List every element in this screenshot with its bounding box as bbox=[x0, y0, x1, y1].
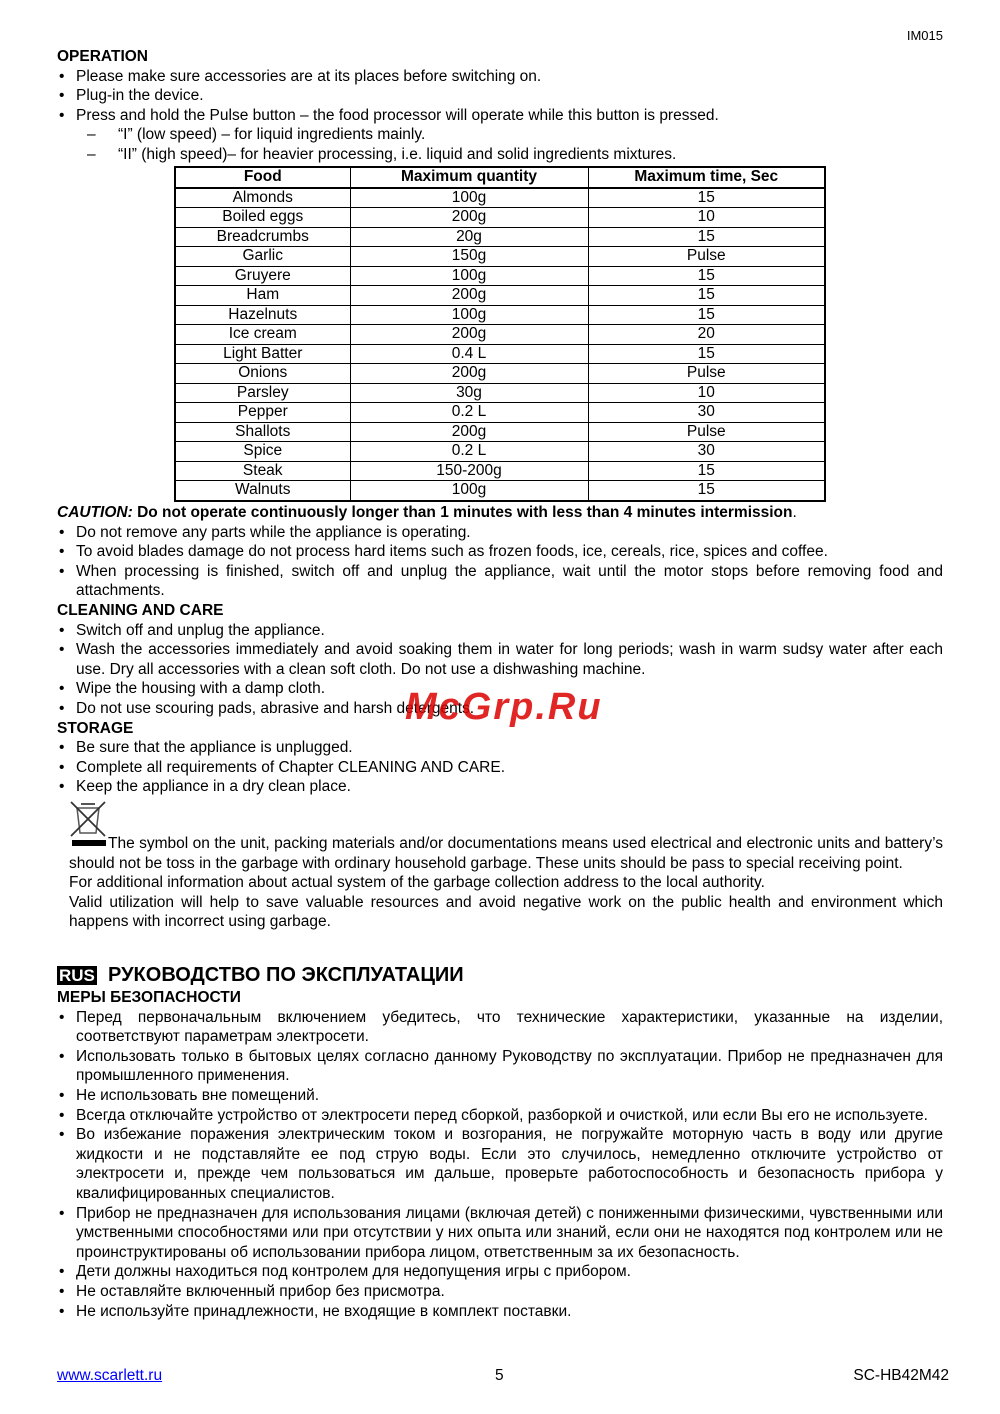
table-cell: Garlic bbox=[175, 247, 350, 267]
table-cell: 150g bbox=[350, 247, 588, 267]
food-table bbox=[174, 166, 826, 502]
table-row bbox=[175, 364, 825, 384]
table-cell: 0.2 L bbox=[350, 442, 588, 462]
list-item: • Wipe the housing with a damp cloth. bbox=[57, 679, 943, 699]
table-cell: Onions bbox=[175, 364, 350, 384]
table-cell: 30 bbox=[588, 403, 825, 423]
rus-section bbox=[57, 963, 943, 1321]
list-item: • Do not use scouring pads, abrasive and harsh detergents. bbox=[57, 699, 943, 719]
table-row bbox=[175, 247, 825, 267]
table-cell: 200g bbox=[350, 422, 588, 442]
table-cell: 20 bbox=[588, 325, 825, 345]
table-cell: Breadcrumbs bbox=[175, 227, 350, 247]
list-item: • When processing is finished, switch off and unplug the appliance, wait until the motor stops before removing food and attachments. bbox=[57, 562, 943, 601]
operation-title: OPERATION bbox=[57, 48, 148, 65]
table-row bbox=[175, 461, 825, 481]
table-cell: Spice bbox=[175, 442, 350, 462]
table-cell: 15 bbox=[588, 286, 825, 306]
table-row bbox=[175, 403, 825, 423]
table-cell: 200g bbox=[350, 325, 588, 345]
operation-section bbox=[57, 47, 943, 165]
table-cell: Boiled eggs bbox=[175, 208, 350, 228]
table-cell: Light Batter bbox=[175, 344, 350, 364]
list-item: • Во избежание поражения электрическим током и возгорания, не погружайте моторную часть в воду или другие жидкости и не подставляйте ее под струю воды. Если это случилось, немедленно отключите устройство от электросети и, прежде чем пользоваться им дальше, проверьте работоспособность и безопасность прибора у квалифицированных специалистов. bbox=[57, 1125, 943, 1203]
table-cell: 100g bbox=[350, 305, 588, 325]
table-cell: 200g bbox=[350, 286, 588, 306]
table-cell: 0.2 L bbox=[350, 403, 588, 423]
table-row bbox=[175, 383, 825, 403]
table-row bbox=[175, 481, 825, 501]
table-cell: Pulse bbox=[588, 247, 825, 267]
disposal-paragraph: Valid utilization will help to save valuable resources and avoid negative work on the public health and environment which happens with incorrect using garbage. bbox=[69, 893, 943, 931]
disposal-section bbox=[57, 834, 943, 932]
list-item: • Не использовать вне помещений. bbox=[57, 1086, 943, 1106]
caution-end: . bbox=[792, 504, 797, 521]
table-cell: 15 bbox=[588, 481, 825, 501]
table-header: Food bbox=[175, 167, 350, 188]
table-cell: 15 bbox=[588, 266, 825, 286]
rus-title: РУКОВОДСТВО ПО ЭКСПЛУАТАЦИИ bbox=[108, 964, 464, 986]
table-cell: 100g bbox=[350, 188, 588, 208]
table-cell: 30 bbox=[588, 442, 825, 462]
table-header: Maximum time, Sec bbox=[588, 167, 825, 188]
table-header: Maximum quantity bbox=[350, 167, 588, 188]
disposal-paragraph: The symbol on the unit, packing materials and/or documentations means used electrical and electronic units and battery’s should not be toss in the garbage with ordinary household garbage. These units should be pass to special receiving point. bbox=[69, 835, 943, 872]
table-cell: 10 bbox=[588, 208, 825, 228]
table-cell: 0.4 L bbox=[350, 344, 588, 364]
table-cell: Ice cream bbox=[175, 325, 350, 345]
sub-list-item: – “II” (high speed)– for heavier processing, i.e. liquid and solid ingredients mixtures. bbox=[57, 145, 943, 165]
watermark: McGrp.Ru bbox=[405, 686, 603, 728]
table-cell: 15 bbox=[588, 305, 825, 325]
table-cell: Steak bbox=[175, 461, 350, 481]
list-item: • Complete all requirements of Chapter CLEANING AND CARE. bbox=[57, 758, 943, 778]
list-item: • Switch off and unplug the appliance. bbox=[57, 621, 943, 641]
table-cell: 150-200g bbox=[350, 461, 588, 481]
table-row bbox=[175, 442, 825, 462]
table-cell: Pepper bbox=[175, 403, 350, 423]
rus-subtitle: МЕРЫ БЕЗОПАСНОСТИ bbox=[57, 989, 241, 1006]
list-item: • Не используйте принадлежности, не входящие в комплект поставки. bbox=[57, 1302, 943, 1322]
table-cell: Shallots bbox=[175, 422, 350, 442]
table-cell: Pulse bbox=[588, 364, 825, 384]
page-number: 5 bbox=[495, 1367, 504, 1384]
list-item: • Wash the accessories immediately and avoid soaking them in water for long periods; wash in warm sudsy water after each use. Dry all accessories with a clean soft cloth. Do not use a dishwashing machine. bbox=[57, 640, 943, 679]
list-item: • Использовать только в бытовых целях согласно данному Руководству по эксплуатации. Прибор не предназначен для промышленного применения. bbox=[57, 1047, 943, 1086]
table-cell: 20g bbox=[350, 227, 588, 247]
table-cell: 30g bbox=[350, 383, 588, 403]
table-cell: Ham bbox=[175, 286, 350, 306]
table-cell: Pulse bbox=[588, 422, 825, 442]
table-cell: 100g bbox=[350, 266, 588, 286]
list-item: • Be sure that the appliance is unplugged. bbox=[57, 738, 943, 758]
table-cell: Almonds bbox=[175, 188, 350, 208]
rus-badge: RUS bbox=[59, 966, 95, 985]
sub-list-item: – “I” (low speed) – for liquid ingredients mainly. bbox=[57, 125, 943, 145]
model-number: SC-HB42M42 bbox=[853, 1367, 949, 1384]
list-item: • Всегда отключайте устройство от электросети перед сборкой, разборкой и очисткой, или если Вы его не используете. bbox=[57, 1106, 943, 1126]
caution-section bbox=[57, 503, 943, 797]
table-cell: 15 bbox=[588, 344, 825, 364]
table-cell: Parsley bbox=[175, 383, 350, 403]
caution-text: Do not operate continuously longer than 1 minutes with less than 4 minutes intermission bbox=[132, 504, 793, 521]
website-link[interactable]: www.scarlett.ru bbox=[57, 1367, 163, 1384]
list-item: • Прибор не предназначен для использования лицами (включая детей) с пониженными физическими, чувственными или умственными способностями или при отсутствии у них опыта или знаний, если они не находятся под контролем или не проинструктированы об использовании прибора лицом, ответственным за их безопасность. bbox=[57, 1204, 943, 1263]
list-item: • Дети должны находиться под контролем для недопущения игры с прибором. bbox=[57, 1262, 943, 1282]
list-item: • Перед первоначальным включением убедитесь, что технические характеристики, указанные на изделии, соответствуют параметрам электросети. bbox=[57, 1008, 943, 1047]
table-row bbox=[175, 208, 825, 228]
table-cell: Hazelnuts bbox=[175, 305, 350, 325]
rus-list bbox=[57, 1008, 943, 1322]
list-item: • Keep the appliance in a dry clean place. bbox=[57, 777, 943, 797]
list-item: • Do not remove any parts while the appliance is operating. bbox=[57, 523, 943, 543]
table-cell: 15 bbox=[588, 188, 825, 208]
table-cell: 200g bbox=[350, 208, 588, 228]
table-row bbox=[175, 286, 825, 306]
table-row bbox=[175, 305, 825, 325]
table-cell: Gruyere bbox=[175, 266, 350, 286]
table-cell: 15 bbox=[588, 461, 825, 481]
storage-title: STORAGE bbox=[57, 719, 134, 737]
caution-label: CAUTION: bbox=[57, 504, 133, 521]
cleaning-title: CLEANING AND CARE bbox=[57, 601, 224, 619]
table-cell: 15 bbox=[588, 227, 825, 247]
list-item: • Не оставляйте включенный прибор без присмотра. bbox=[57, 1282, 943, 1302]
table-cell: 200g bbox=[350, 364, 588, 384]
disposal-paragraph: For additional information about actual system of the garbage collection address to the local authority. bbox=[69, 874, 765, 892]
table-cell: 10 bbox=[588, 383, 825, 403]
list-item: • Press and hold the Pulse button – the food processor will operate while this button is pressed. bbox=[57, 106, 943, 126]
table-row bbox=[175, 227, 825, 247]
doc-code: IM015 bbox=[906, 28, 943, 43]
list-item: • Please make sure accessories are at its places before switching on. bbox=[57, 67, 943, 87]
table-cell: Walnuts bbox=[175, 481, 350, 501]
rus-heading bbox=[57, 963, 943, 988]
caution-line bbox=[57, 503, 943, 523]
table-row bbox=[175, 325, 825, 345]
table-row bbox=[175, 344, 825, 364]
table-row bbox=[175, 422, 825, 442]
list-item: • Plug-in the device. bbox=[57, 86, 943, 106]
table-cell: 100g bbox=[350, 481, 588, 501]
list-item: • To avoid blades damage do not process hard items such as frozen foods, ice, cereals, rice, spices and coffee. bbox=[57, 542, 943, 562]
table-row bbox=[175, 266, 825, 286]
table-row bbox=[175, 188, 825, 208]
